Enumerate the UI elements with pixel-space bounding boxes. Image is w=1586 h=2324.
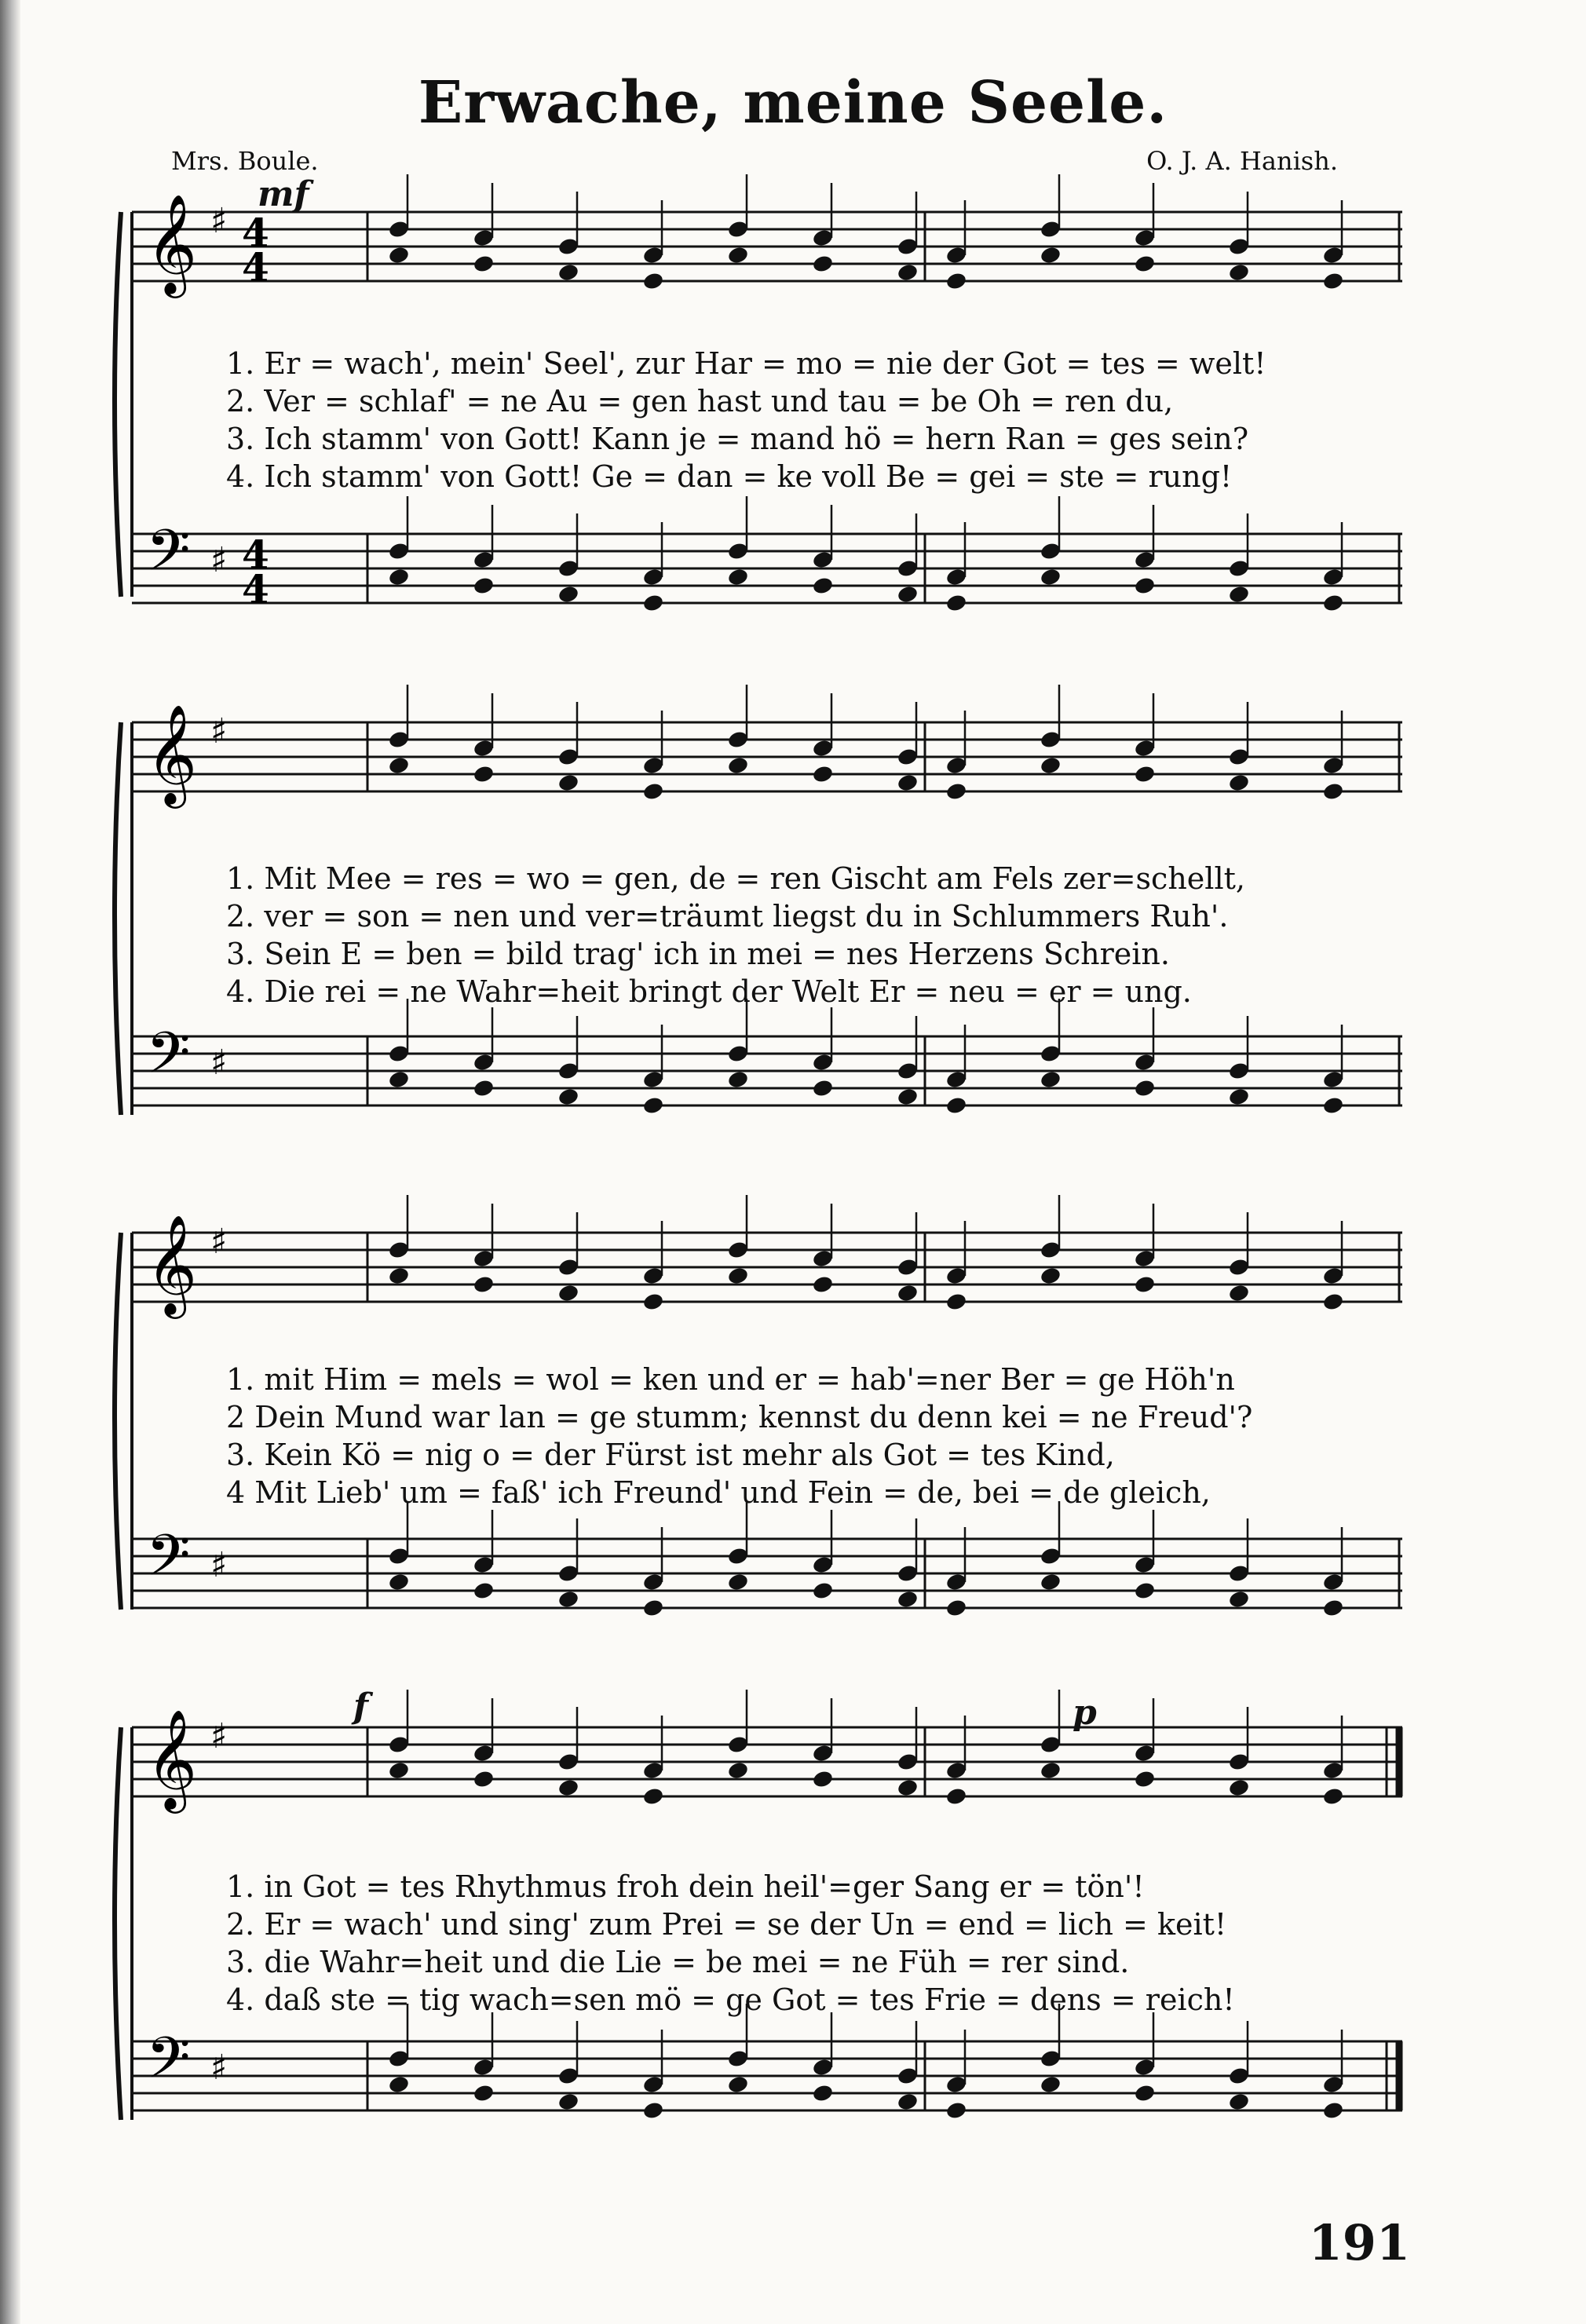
note-head	[1134, 764, 1157, 784]
music-system-4	[132, 1686, 1402, 2183]
note-head	[1322, 2100, 1345, 2120]
lyric-line-verse-3: 3. Ich stamm' von Gott! Kann je = mand hö = hern Ran = ges sein?	[226, 422, 1249, 456]
lyricist-credit: Mrs. Boule.	[171, 146, 319, 176]
note-head	[812, 576, 835, 595]
time-signature-digit: 4	[242, 210, 269, 256]
time-signature-digit: 4	[242, 566, 269, 612]
lyric-line-verse-2: 2. Er = wach' und sing' zum Prei = se der Un = end = lich = keit!	[226, 1907, 1227, 1942]
note-head	[1322, 781, 1345, 801]
note-head	[557, 1778, 580, 1797]
lyric-line-verse-1: 1. Mit Mee = res = wo = gen, de = ren Gischt am Fels zer=schellt,	[226, 861, 1245, 896]
note-head	[473, 2083, 495, 2103]
key-signature-sharp-icon: ♯	[210, 1545, 228, 1585]
note-head	[1134, 1078, 1157, 1098]
note-head	[1228, 1087, 1251, 1106]
key-signature-sharp-icon: ♯	[210, 201, 228, 241]
note-head	[1134, 1580, 1157, 1600]
time-signature-digit: 4	[242, 532, 269, 578]
note-head	[727, 1069, 750, 1089]
note-head	[945, 1095, 968, 1115]
lyric-line-verse-1: 1. in Got = tes Rhythmus froh dein heil'=ger Sang er = tön'!	[226, 1869, 1145, 1904]
hymn-title: Erwache, meine Seele.	[418, 69, 1168, 137]
note-head	[1040, 1572, 1062, 1591]
note-head	[1228, 1778, 1251, 1797]
note-head	[1228, 1283, 1251, 1303]
note-head	[1322, 271, 1345, 290]
note-head	[897, 773, 919, 792]
note-head	[642, 1292, 665, 1311]
page-binding-edge	[0, 0, 20, 2324]
lyric-line-verse-1: 1. mit Him = mels = wol = ken und er = hab'=ner Ber = ge Höh'n	[226, 1362, 1235, 1397]
note-head	[1228, 773, 1251, 792]
page-number: 191	[1308, 2214, 1410, 2271]
dynamic-marking: f	[353, 1686, 368, 1727]
note-head	[388, 1572, 411, 1591]
lyric-line-verse-3: 3. Sein E = ben = bild trag' ich in mei = nes Herzens Schrein.	[226, 937, 1170, 971]
note-head	[812, 254, 835, 273]
note-head	[557, 2092, 580, 2111]
note-head	[812, 1580, 835, 1600]
note-head	[557, 1589, 580, 1609]
bass-clef-icon: 𝄢	[146, 517, 191, 597]
note-head	[1322, 1598, 1345, 1617]
note-head	[557, 584, 580, 604]
note-head	[945, 2100, 968, 2120]
note-head	[473, 254, 495, 273]
note-head	[473, 1580, 495, 1600]
note-head	[642, 1095, 665, 1115]
note-head	[642, 2100, 665, 2120]
music-system-1	[132, 174, 1402, 660]
note-head	[727, 1266, 750, 1285]
note-head	[897, 1589, 919, 1609]
note-head	[1040, 755, 1062, 775]
treble-clef-icon: 𝄞	[146, 193, 198, 294]
note-head	[1322, 1292, 1345, 1311]
key-signature-sharp-icon: ♯	[210, 1222, 228, 1262]
music-system-2	[132, 703, 1402, 1178]
note-head	[727, 567, 750, 586]
note-head	[1134, 2083, 1157, 2103]
music-system-3	[132, 1214, 1402, 1672]
note-head	[473, 1078, 495, 1098]
note-head	[388, 1266, 411, 1285]
note-head	[473, 764, 495, 784]
note-head	[473, 576, 495, 595]
note-head	[388, 1760, 411, 1780]
note-head	[1134, 576, 1157, 595]
note-head	[1228, 1589, 1251, 1609]
note-head	[557, 773, 580, 792]
lyric-line-verse-3: 3. Kein Kö = nig o = der Fürst ist mehr als Got = tes Kind,	[226, 1438, 1115, 1472]
bass-clef-icon: 𝄢	[146, 2024, 191, 2105]
note-head	[557, 1087, 580, 1106]
note-head	[1040, 1266, 1062, 1285]
treble-clef-icon: 𝄞	[146, 1708, 198, 1809]
lyric-line-verse-4: 4. daß ste = tig wach=sen mö = ge Got = tes Frie = dens = reich!	[226, 1982, 1235, 2017]
note-head	[1228, 2092, 1251, 2111]
note-head	[1322, 1095, 1345, 1115]
note-head	[945, 1598, 968, 1617]
lyric-line-verse-4: 4. Ich stamm' von Gott! Ge = dan = ke voll Be = gei = ste = rung!	[226, 459, 1233, 494]
key-signature-sharp-icon: ♯	[210, 1716, 228, 1756]
note-head	[1134, 1769, 1157, 1789]
note-head	[388, 2074, 411, 2094]
note-head	[897, 2092, 919, 2111]
note-head	[642, 1598, 665, 1617]
note-head	[557, 1283, 580, 1303]
system-brace	[115, 1233, 121, 1610]
note-head	[812, 1078, 835, 1098]
system-brace	[115, 1727, 121, 2120]
note-head	[897, 262, 919, 282]
note-head	[388, 755, 411, 775]
note-head	[1228, 262, 1251, 282]
note-head	[812, 764, 835, 784]
note-head	[945, 781, 968, 801]
key-signature-sharp-icon: ♯	[210, 1043, 228, 1083]
dynamic-marking: mf	[258, 174, 309, 214]
dynamic-marking: p	[1073, 1693, 1097, 1733]
treble-clef-icon: 𝄞	[146, 1214, 198, 1314]
note-head	[897, 1087, 919, 1106]
note-head	[812, 2083, 835, 2103]
note-head	[727, 755, 750, 775]
lyric-line-verse-3: 3. die Wahr=heit und die Lie = be mei = ne Füh = rer sind.	[226, 1945, 1130, 1979]
note-head	[642, 593, 665, 612]
note-head	[1134, 1274, 1157, 1294]
note-head	[897, 584, 919, 604]
system-brace	[115, 212, 121, 597]
note-head	[557, 262, 580, 282]
note-head	[727, 1760, 750, 1780]
bass-clef-icon: 𝄢	[146, 1522, 191, 1602]
note-head	[1322, 593, 1345, 612]
note-head	[897, 1778, 919, 1797]
note-head	[1134, 254, 1157, 273]
note-head	[1228, 584, 1251, 604]
note-head	[945, 271, 968, 290]
note-head	[642, 781, 665, 801]
lyric-line-verse-2: 2. ver = son = nen und ver=träumt liegst du in Schlummers Ruh'.	[226, 899, 1229, 934]
note-head	[473, 1769, 495, 1789]
note-head	[388, 245, 411, 265]
lyric-line-verse-1: 1. Er = wach', mein' Seel', zur Har = mo = nie der Got = tes = welt!	[226, 346, 1266, 381]
note-head	[727, 245, 750, 265]
treble-clef-icon: 𝄞	[146, 703, 198, 804]
lyric-line-verse-2: 2 Dein Mund war lan = ge stumm; kennst du denn kei = ne Freud'?	[226, 1400, 1253, 1434]
lyric-line-verse-4: 4. Die rei = ne Wahr=heit bringt der Welt Er = neu = er = ung.	[226, 974, 1192, 1009]
note-head	[727, 1572, 750, 1591]
note-head	[945, 593, 968, 612]
lyric-line-verse-4: 4 Mit Lieb' um = faß' ich Freund' und Fein = de, bei = de gleich,	[226, 1475, 1211, 1510]
lyric-line-verse-2: 2. Ver = schlaf' = ne Au = gen hast und tau = be Oh = ren du,	[226, 384, 1174, 418]
note-head	[1040, 1069, 1062, 1089]
key-signature-sharp-icon: ♯	[210, 2048, 228, 2088]
key-signature-sharp-icon: ♯	[210, 711, 228, 751]
note-head	[388, 567, 411, 586]
system-brace	[115, 722, 121, 1115]
note-head	[812, 1769, 835, 1789]
note-head	[1322, 1786, 1345, 1806]
note-head	[727, 2074, 750, 2094]
bass-clef-icon: 𝄢	[146, 1019, 191, 1100]
key-signature-sharp-icon: ♯	[210, 540, 228, 580]
note-head	[1040, 245, 1062, 265]
time-signature-digit: 4	[242, 244, 269, 290]
note-head	[945, 1786, 968, 1806]
note-head	[642, 271, 665, 290]
note-head	[1040, 2074, 1062, 2094]
note-head	[812, 1274, 835, 1294]
note-head	[642, 1786, 665, 1806]
note-head	[473, 1274, 495, 1294]
note-head	[897, 1283, 919, 1303]
note-head	[1040, 567, 1062, 586]
note-head	[388, 1069, 411, 1089]
note-head	[945, 1292, 968, 1311]
composer-credit: O. J. A. Hanish.	[1146, 146, 1338, 176]
note-head	[1040, 1760, 1062, 1780]
